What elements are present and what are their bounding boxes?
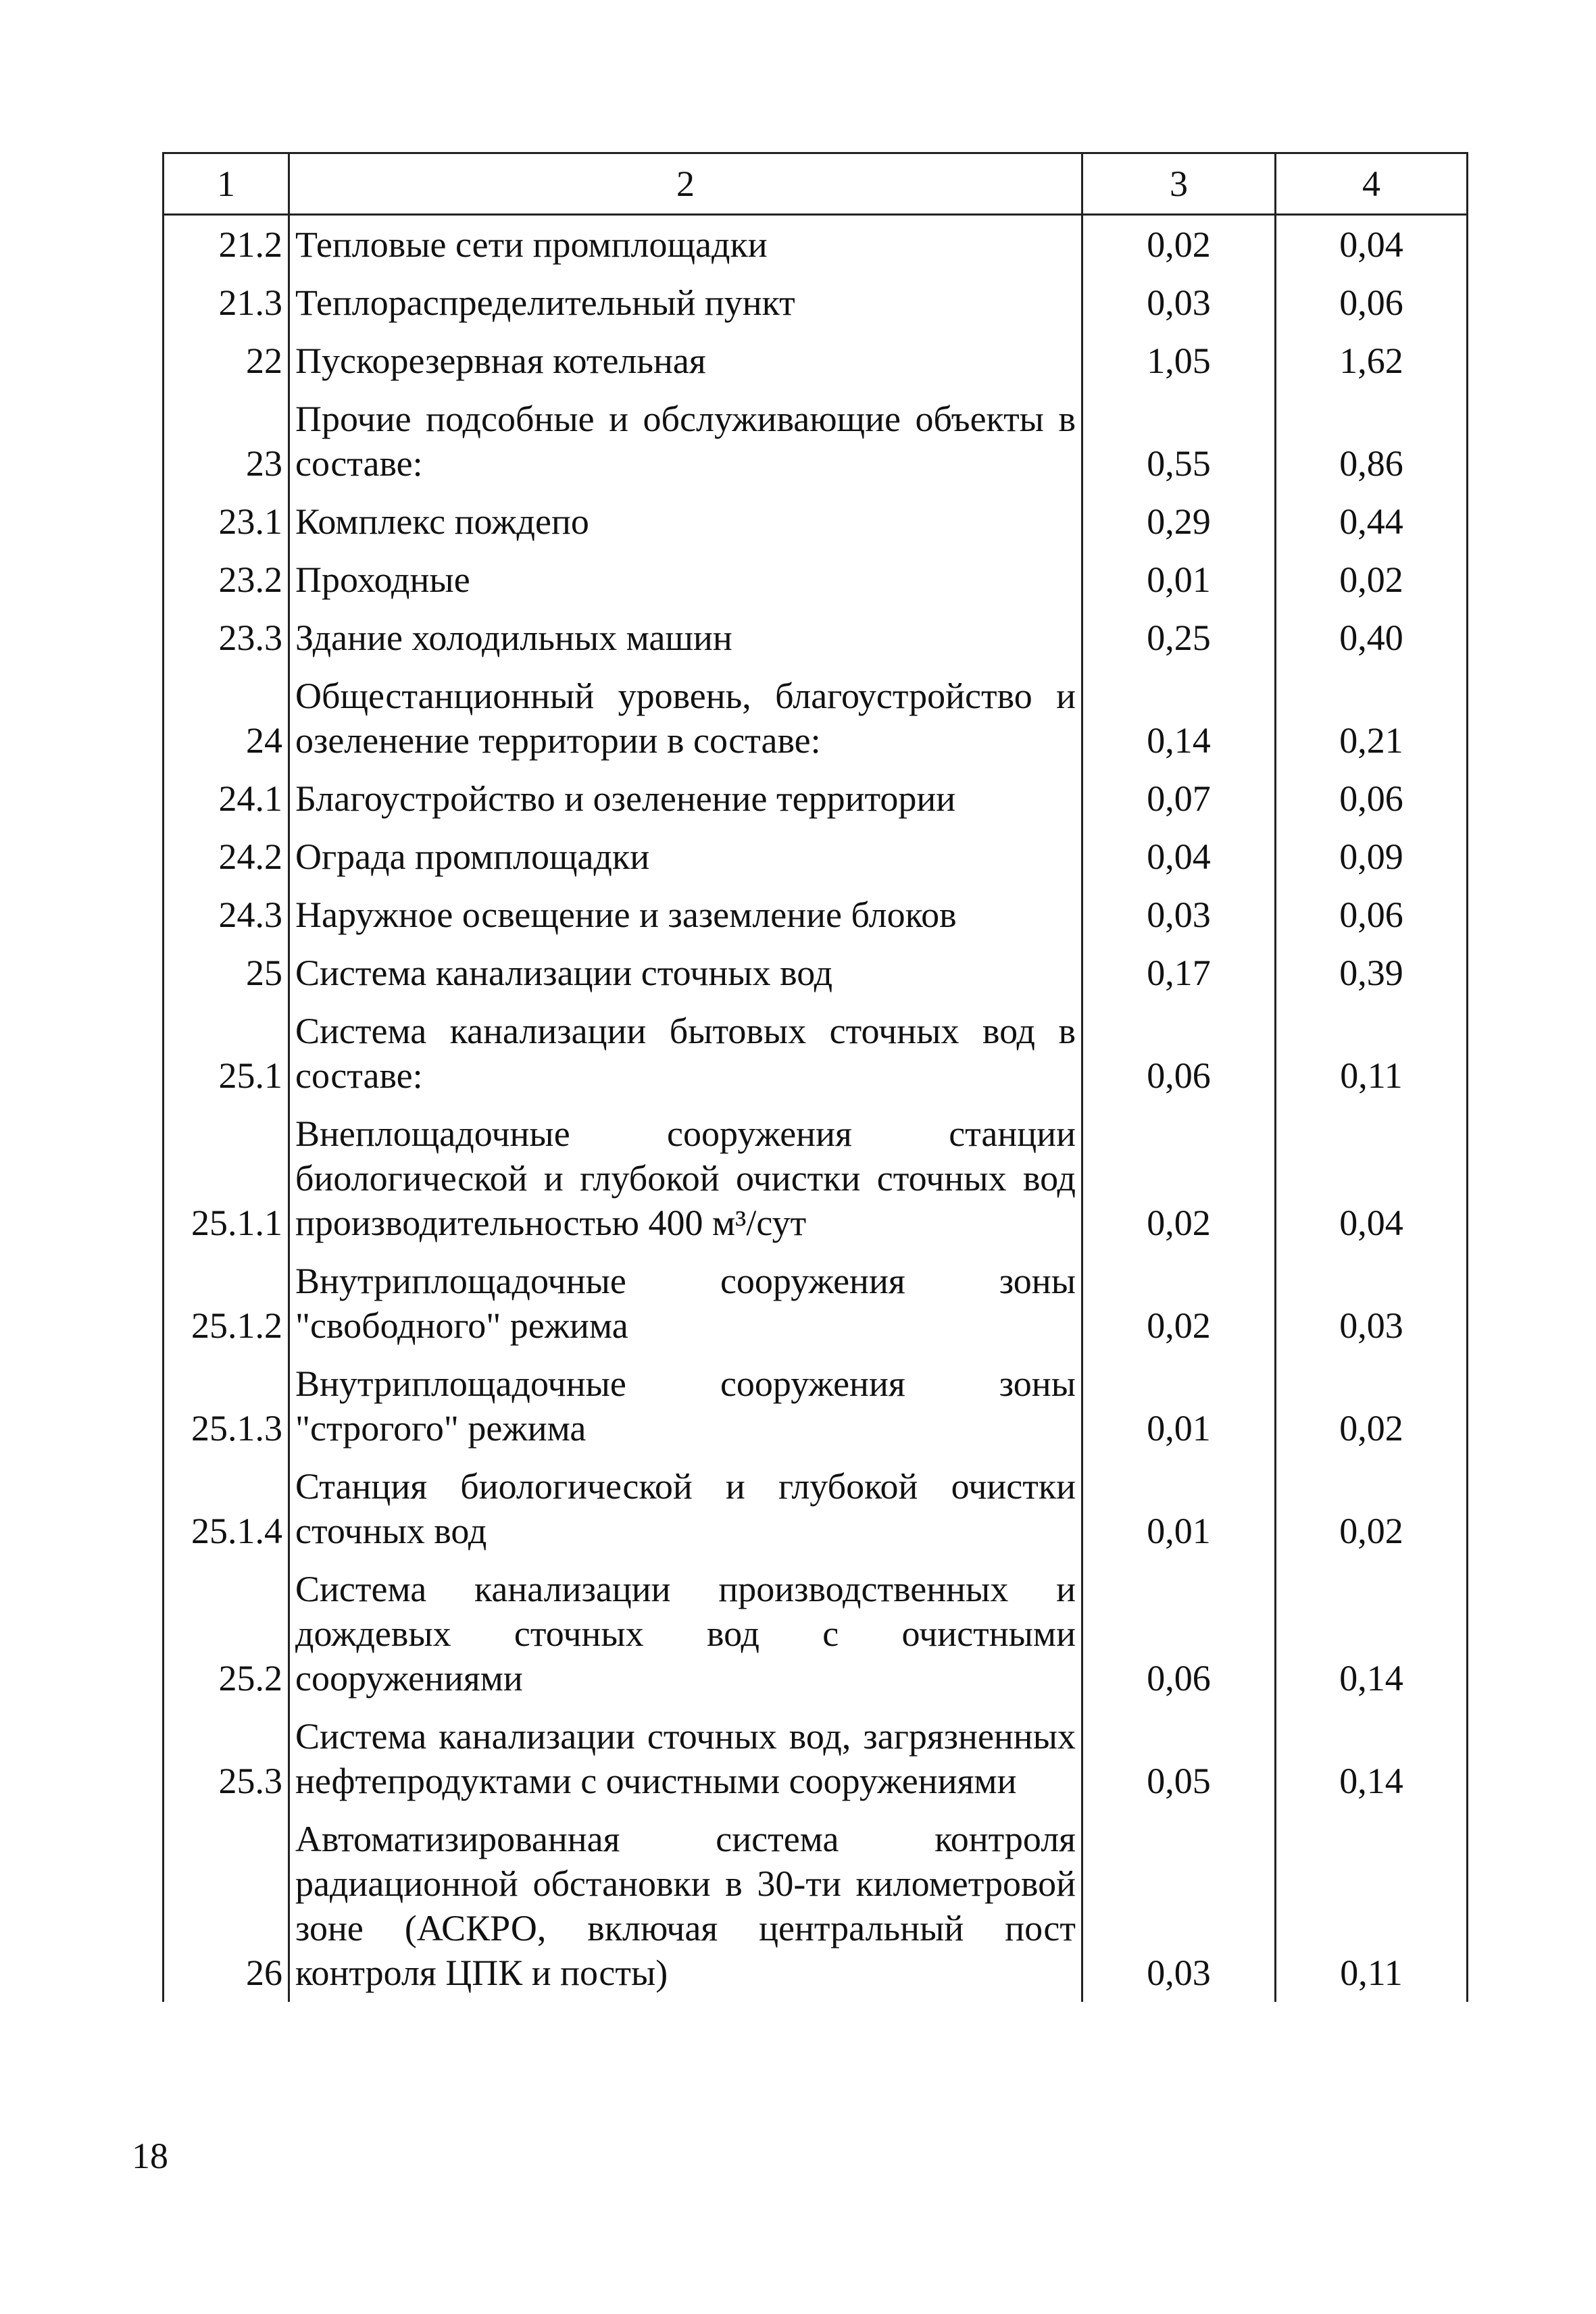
row-value-col3-cell: 0,29: [1082, 493, 1276, 551]
row-value-col4-cell: 0,11: [1276, 1002, 1468, 1105]
table-row: [164, 332, 1468, 390]
header-col-4: 4: [1276, 153, 1468, 215]
table-body: [164, 215, 1468, 2003]
row-value-col4-cell: 0,06: [1276, 274, 1468, 332]
row-value-col4-cell: 0,39: [1276, 944, 1468, 1002]
row-value-col3-cell: 0,07: [1082, 770, 1276, 828]
table-row: [164, 1810, 1468, 2002]
page-number: 18: [132, 2136, 168, 2176]
table-row: [164, 493, 1468, 551]
row-number-cell: 21.3: [164, 274, 289, 332]
row-number-cell: 23.3: [164, 609, 289, 667]
table-row: [164, 1002, 1468, 1105]
row-name-cell: Система канализации бытовых сточных вод в составе:: [289, 1002, 1082, 1105]
row-number-cell: 25.1.1: [164, 1105, 289, 1252]
row-value-col4-cell: 0,02: [1276, 1457, 1468, 1560]
table-header: [164, 153, 1468, 215]
row-value-col3-cell: 0,06: [1082, 1560, 1276, 1707]
row-value-col4-cell: 0,02: [1276, 1355, 1468, 1457]
row-value-col3-cell: 0,01: [1082, 1457, 1276, 1560]
table-row: [164, 551, 1468, 609]
row-value-col4-cell: 0,06: [1276, 886, 1468, 944]
header-col-3: 3: [1082, 153, 1276, 215]
table-row: [164, 609, 1468, 667]
cost-table: [162, 152, 1468, 2002]
row-value-col3-cell: 0,04: [1082, 828, 1276, 886]
row-value-col4-cell: 0,86: [1276, 390, 1468, 493]
row-number-cell: 25.1: [164, 1002, 289, 1105]
row-value-col4-cell: 0,11: [1276, 1810, 1468, 2002]
row-number-cell: 23.1: [164, 493, 289, 551]
header-col-2: 2: [289, 153, 1082, 215]
row-name-cell: Прочие подсобные и обслуживающие объекты в составе:: [289, 390, 1082, 493]
row-name-cell: Здание холодильных машин: [289, 609, 1082, 667]
row-number-cell: 25.1.2: [164, 1252, 289, 1355]
header-col-1: 1: [164, 153, 289, 215]
row-number-cell: 25.1.4: [164, 1457, 289, 1560]
row-value-col4-cell: 0,04: [1276, 1105, 1468, 1252]
row-number-cell: 25: [164, 944, 289, 1002]
table-row: [164, 944, 1468, 1002]
row-value-col4-cell: 0,03: [1276, 1252, 1468, 1355]
row-number-cell: 26: [164, 1810, 289, 2002]
row-number-cell: 25.1.3: [164, 1355, 289, 1457]
row-value-col4-cell: 0,02: [1276, 551, 1468, 609]
row-name-cell: Комплекс пождепо: [289, 493, 1082, 551]
row-value-col3-cell: 1,05: [1082, 332, 1276, 390]
table-row: [164, 667, 1468, 770]
row-name-cell: Система канализации сточных вод: [289, 944, 1082, 1002]
row-value-col4-cell: 0,14: [1276, 1707, 1468, 1810]
header-row: [164, 153, 1468, 215]
row-number-cell: 22: [164, 332, 289, 390]
row-value-col3-cell: 0,01: [1082, 1355, 1276, 1457]
row-value-col4-cell: 0,40: [1276, 609, 1468, 667]
row-name-cell: Общестанционный уровень, благоустройство и озеленение территории в составе:: [289, 667, 1082, 770]
row-name-cell: Автоматизированная система контроля радиационной обстановки в 30-ти километровой зоне (АСКРО, включая центральный пост контроля ЦПК и посты): [289, 1810, 1082, 2002]
row-value-col3-cell: 0,03: [1082, 1810, 1276, 2002]
row-name-cell: Система канализации сточных вод, загрязненных нефтепродуктами с очистными сооружениями: [289, 1707, 1082, 1810]
table-row: [164, 274, 1468, 332]
row-value-col3-cell: 0,25: [1082, 609, 1276, 667]
row-value-col4-cell: 1,62: [1276, 332, 1468, 390]
table-row: [164, 1105, 1468, 1252]
table-row: [164, 1457, 1468, 1560]
row-name-cell: Наружное освещение и заземление блоков: [289, 886, 1082, 944]
row-value-col4-cell: 0,04: [1276, 215, 1468, 274]
row-number-cell: 23: [164, 390, 289, 493]
row-value-col3-cell: 0,02: [1082, 215, 1276, 274]
row-name-cell: Внутриплощадочные сооружения зоны "строгого" режима: [289, 1355, 1082, 1457]
table-row: [164, 390, 1468, 493]
row-name-cell: Благоустройство и озеленение территории: [289, 770, 1082, 828]
row-name-cell: Внеплощадочные сооружения станции биологической и глубокой очистки сточных вод производительностью 400 м³/сут: [289, 1105, 1082, 1252]
row-name-cell: Система канализации производственных и дождевых сточных вод с очистными сооружениями: [289, 1560, 1082, 1707]
row-value-col3-cell: 0,14: [1082, 667, 1276, 770]
row-name-cell: Теплораспределительный пункт: [289, 274, 1082, 332]
row-value-col3-cell: 0,03: [1082, 274, 1276, 332]
row-value-col4-cell: 0,44: [1276, 493, 1468, 551]
row-number-cell: 25.2: [164, 1560, 289, 1707]
table-row: [164, 1252, 1468, 1355]
row-number-cell: 25.3: [164, 1707, 289, 1810]
row-name-cell: Внутриплощадочные сооружения зоны "свободного" режима: [289, 1252, 1082, 1355]
row-number-cell: 24.2: [164, 828, 289, 886]
row-value-col3-cell: 0,03: [1082, 886, 1276, 944]
row-value-col4-cell: 0,21: [1276, 667, 1468, 770]
table-row: [164, 1707, 1468, 1810]
row-name-cell: Тепловые сети промплощадки: [289, 215, 1082, 274]
row-value-col3-cell: 0,02: [1082, 1105, 1276, 1252]
row-value-col4-cell: 0,06: [1276, 770, 1468, 828]
row-name-cell: Станция биологической и глубокой очистки сточных вод: [289, 1457, 1082, 1560]
row-number-cell: 24.3: [164, 886, 289, 944]
table-row: [164, 1355, 1468, 1457]
row-name-cell: Пускорезервная котельная: [289, 332, 1082, 390]
row-number-cell: 24.1: [164, 770, 289, 828]
row-name-cell: Проходные: [289, 551, 1082, 609]
table-row: [164, 886, 1468, 944]
row-number-cell: 23.2: [164, 551, 289, 609]
row-value-col3-cell: 0,01: [1082, 551, 1276, 609]
row-value-col4-cell: 0,14: [1276, 1560, 1468, 1707]
row-value-col3-cell: 0,17: [1082, 944, 1276, 1002]
row-number-cell: 21.2: [164, 215, 289, 274]
row-name-cell: Ограда промплощадки: [289, 828, 1082, 886]
row-value-col3-cell: 0,55: [1082, 390, 1276, 493]
table-row: [164, 828, 1468, 886]
row-value-col3-cell: 0,02: [1082, 1252, 1276, 1355]
table-row: [164, 215, 1468, 274]
row-number-cell: 24: [164, 667, 289, 770]
row-value-col3-cell: 0,05: [1082, 1707, 1276, 1810]
row-value-col4-cell: 0,09: [1276, 828, 1468, 886]
table-row: [164, 1560, 1468, 1707]
row-value-col3-cell: 0,06: [1082, 1002, 1276, 1105]
table-row: [164, 770, 1468, 828]
